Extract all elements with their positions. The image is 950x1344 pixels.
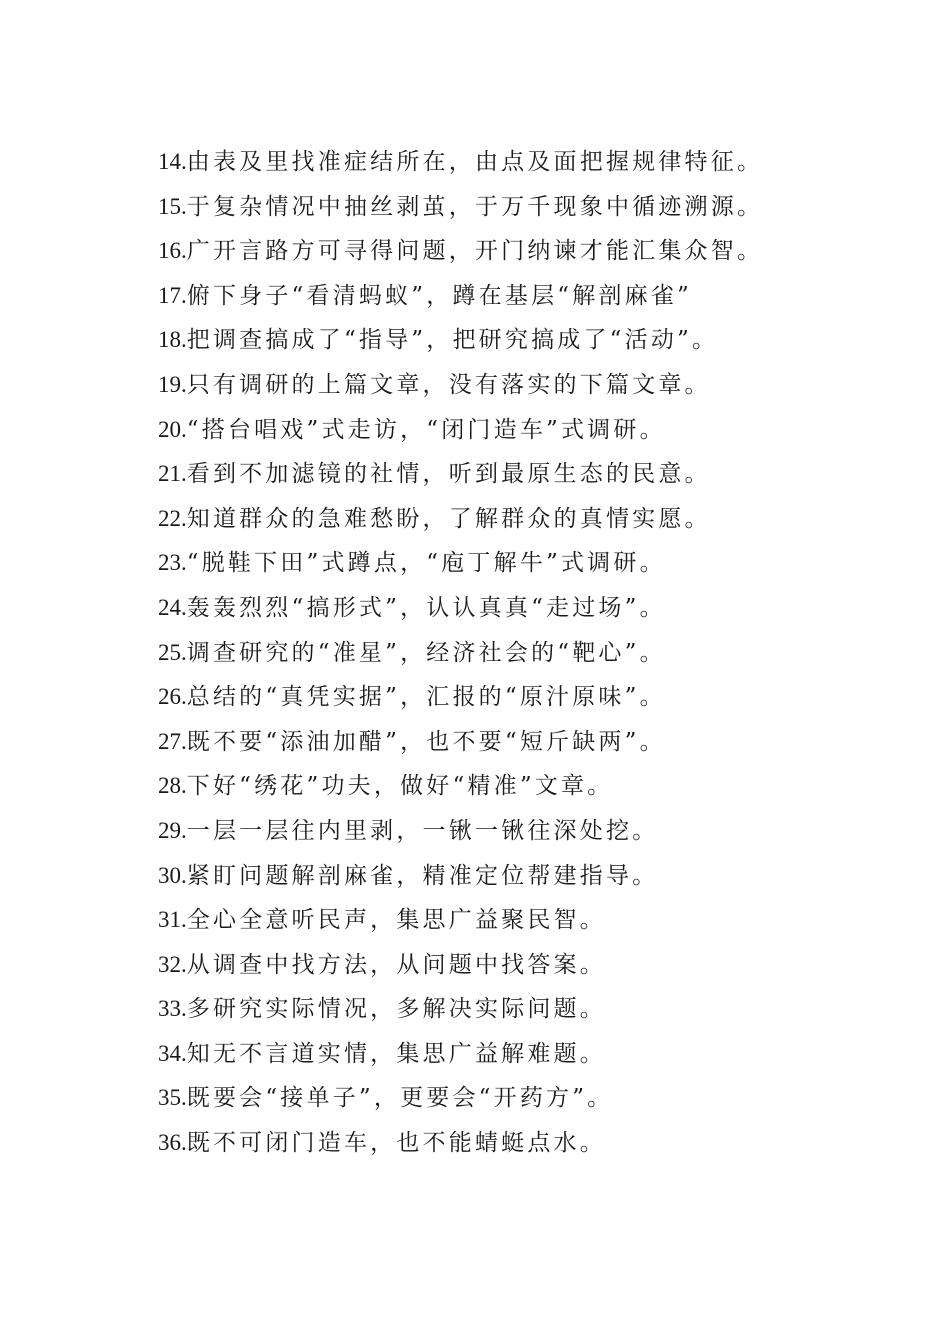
- item-text: 知道群众的急难愁盼，了解群众的真情实愿。: [186, 505, 711, 532]
- item-text: 从调查中找方法，从问题中找答案。: [186, 951, 606, 978]
- list-item: [158, 499, 898, 544]
- item-text: 调查研究的“准星”，经济社会的“靶心”。: [186, 639, 666, 666]
- item-number: 26.: [158, 684, 187, 710]
- list-item: [158, 231, 898, 276]
- list-item: [158, 945, 898, 990]
- list-item: [158, 588, 898, 633]
- item-text: 广开言路方可寻得问题，开门纳谏才能汇集众智。: [186, 238, 764, 265]
- item-text: 把调查搞成了“指导”，把研究搞成了“活动”。: [186, 327, 719, 354]
- item-number: 32.: [158, 951, 187, 977]
- item-number: 34.: [158, 1040, 187, 1066]
- list-item: [158, 1078, 898, 1123]
- item-number: 14.: [158, 149, 187, 174]
- item-number: 21.: [158, 461, 187, 487]
- item-text: 知无不言道实情，集思广益解难题。: [186, 1040, 606, 1067]
- list-item: [158, 410, 898, 455]
- list-item: [158, 811, 898, 856]
- item-text: 既不可闭门造车，也不能蜻蜓点水。: [186, 1130, 606, 1157]
- list-item: [158, 677, 898, 722]
- slogan-list: [158, 142, 898, 1168]
- item-number: 29.: [158, 817, 187, 843]
- item-number: 22.: [158, 505, 187, 531]
- list-item: [158, 722, 898, 767]
- item-text: “搭台唱戏”式走访，“闭门造车”式调研。: [186, 416, 666, 443]
- item-text: “脱鞋下田”式蹲点，“庖丁解牛”式调研。: [186, 550, 666, 577]
- list-item: [158, 543, 898, 588]
- list-item: [158, 365, 898, 410]
- item-text: 只有调研的上篇文章，没有落实的下篇文章。: [186, 371, 711, 398]
- item-text: 全心全意听民声，集思广益聚民智。: [186, 907, 606, 934]
- item-number: 20.: [158, 416, 187, 442]
- item-number: 16.: [158, 238, 187, 264]
- list-item: [158, 454, 898, 499]
- item-text: 一层一层往内里剥，一锹一锹往深处挖。: [186, 817, 659, 844]
- item-text: 多研究实际情况，多解决实际问题。: [186, 996, 606, 1023]
- item-text: 既要会“接单子”，更要会“开药方”。: [186, 1085, 614, 1112]
- item-number: 36.: [158, 1130, 187, 1156]
- item-number: 31.: [158, 907, 187, 933]
- item-text: 俯下身子“看清蚂蚁”，蹲在基层“解剖麻雀”: [186, 282, 692, 309]
- list-item: [158, 142, 898, 187]
- item-number: 19.: [158, 371, 187, 397]
- item-text: 轰轰烈烈“搞形式”，认认真真“走过场”。: [186, 594, 666, 621]
- list-item: [158, 276, 898, 321]
- item-text: 下好“绣花”功夫，做好“精准”文章。: [186, 773, 614, 800]
- item-number: 30.: [158, 862, 187, 888]
- list-item: [158, 633, 898, 678]
- item-text: 总结的“真凭实据”，汇报的“原汁原味”。: [186, 684, 666, 711]
- item-number: 25.: [158, 639, 187, 665]
- item-number: 24.: [158, 594, 187, 620]
- item-number: 35.: [158, 1085, 187, 1111]
- item-number: 18.: [158, 327, 187, 353]
- list-item: [158, 989, 898, 1034]
- item-number: 28.: [158, 773, 187, 799]
- item-number: 23.: [158, 550, 187, 576]
- item-text: 看到不加滤镜的社情，听到最原生态的民意。: [186, 461, 711, 488]
- list-item: [158, 187, 898, 232]
- item-number: 17.: [158, 282, 187, 308]
- item-text: 由表及里找准症结所在，由点及面把握规律特征。: [186, 149, 764, 175]
- item-text: 紧盯问题解剖麻雀，精准定位帮建指导。: [186, 862, 659, 889]
- list-item: [158, 856, 898, 901]
- item-number: 33.: [158, 996, 187, 1022]
- list-item: [158, 900, 898, 945]
- list-item: [158, 1034, 898, 1079]
- list-item: [158, 766, 898, 811]
- list-item: [158, 1123, 898, 1168]
- item-text: 既不要“添油加醋”，也不要“短斤缺两”。: [186, 728, 666, 755]
- item-text: 于复杂情况中抽丝剥茧，于万千现象中循迹溯源。: [186, 193, 764, 220]
- list-item: [158, 320, 898, 365]
- item-number: 15.: [158, 193, 187, 219]
- item-number: 27.: [158, 728, 187, 754]
